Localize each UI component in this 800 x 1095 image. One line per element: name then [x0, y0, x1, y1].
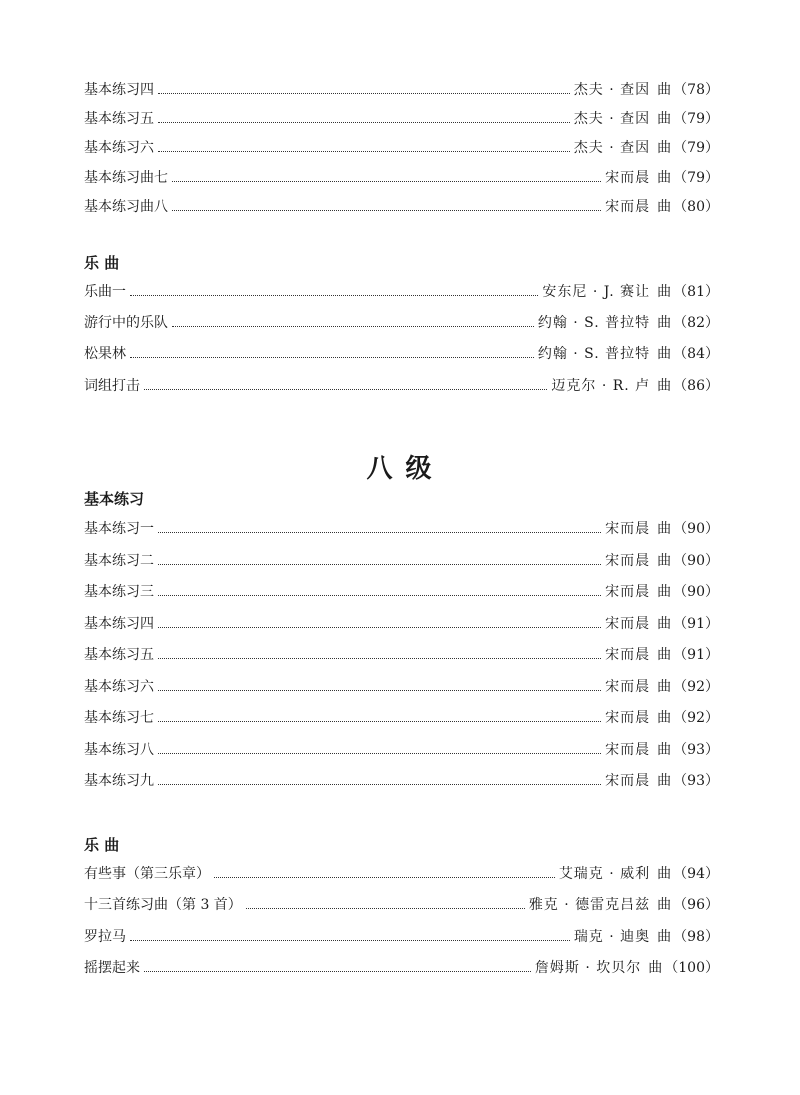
entry-qu: 曲 [657, 742, 672, 758]
toc-entry[interactable] [84, 707, 719, 729]
toc-entry[interactable] [84, 375, 719, 397]
entry-composer: 宋而晨 [605, 616, 651, 632]
entry-qu: 曲 [657, 679, 672, 695]
entry-title: 基本练习一 [84, 521, 154, 537]
entry-composer: 宋而晨 [605, 199, 651, 215]
entry-composer: 安东尼 · J. 赛让 [542, 284, 651, 300]
leader-dots [158, 689, 601, 691]
entry-page-number: （100） [664, 960, 719, 976]
entry-page-number: （80） [673, 199, 719, 215]
entry-qu: 曲 [657, 616, 672, 632]
toc-entry[interactable] [84, 550, 719, 572]
toc-entry[interactable] [84, 957, 719, 979]
leader-dots [246, 907, 525, 909]
toc-entry[interactable] [84, 676, 719, 698]
toc-entry[interactable] [84, 108, 719, 130]
entry-title: 基本练习五 [84, 111, 154, 127]
entry-qu: 曲 [657, 111, 672, 127]
entry-title: 松果林 [84, 346, 126, 362]
toc-entry[interactable] [84, 343, 719, 365]
section-heading-pieces: 乐 曲 [84, 254, 120, 272]
leader-dots [130, 356, 534, 358]
entry-page-number: （82） [673, 315, 719, 331]
entry-qu: 曲 [657, 170, 672, 186]
toc-entry[interactable] [84, 581, 719, 603]
entry-page-number: （78） [673, 82, 719, 98]
entry-title: 基本练习七 [84, 710, 154, 726]
entry-qu: 曲 [657, 647, 672, 663]
entry-composer: 约翰 · S. 普拉特 [537, 315, 651, 331]
leader-dots [130, 939, 570, 941]
entry-composer: 宋而晨 [605, 773, 651, 789]
toc-entry[interactable] [84, 644, 719, 666]
toc-entry[interactable] [84, 926, 719, 948]
entry-page-number: （91） [673, 647, 719, 663]
entry-qu: 曲 [657, 315, 672, 331]
entry-page-number: （91） [673, 616, 719, 632]
leader-dots [158, 150, 570, 152]
entry-qu: 曲 [657, 140, 672, 156]
leader-dots [158, 563, 601, 565]
entry-composer: 迈克尔 · R. 卢 [551, 378, 651, 394]
toc-entry[interactable] [84, 739, 719, 761]
entry-title: 基本练习四 [84, 616, 154, 632]
leader-dots [158, 594, 601, 596]
entry-qu: 曲 [657, 897, 672, 913]
leader-dots [144, 388, 547, 390]
entry-title: 基本练习三 [84, 584, 154, 600]
entry-composer: 宋而晨 [605, 647, 651, 663]
entry-qu: 曲 [648, 960, 663, 976]
toc-entry[interactable] [84, 312, 719, 334]
entry-title: 十三首练习曲（第 3 首） [84, 897, 242, 913]
section-heading-basic: 基本练习 [84, 490, 145, 508]
entry-page-number: （94） [673, 866, 719, 882]
entry-title: 游行中的乐队 [84, 315, 168, 331]
leader-dots [214, 876, 555, 878]
entry-qu: 曲 [657, 553, 672, 569]
toc-entry[interactable] [84, 518, 719, 540]
entry-composer: 詹姆斯 · 坎贝尔 [534, 960, 642, 976]
entry-composer: 宋而晨 [605, 679, 651, 695]
entry-qu: 曲 [657, 378, 672, 394]
toc-entry[interactable] [84, 894, 719, 916]
entry-title: 基本练习曲八 [84, 199, 168, 215]
entry-page-number: （90） [673, 553, 719, 569]
entry-title: 基本练习曲七 [84, 170, 168, 186]
entry-page-number: （90） [673, 584, 719, 600]
leader-dots [172, 209, 601, 211]
entry-composer: 宋而晨 [605, 710, 651, 726]
entry-page-number: （84） [673, 346, 719, 362]
entry-page-number: （86） [673, 378, 719, 394]
entry-composer: 杰夫 · 查因 [573, 140, 651, 156]
entry-title: 基本练习四 [84, 82, 154, 98]
entry-composer: 艾瑞克 · 威利 [558, 866, 651, 882]
entry-title: 基本练习六 [84, 140, 154, 156]
toc-entry[interactable] [84, 863, 719, 885]
entry-composer: 杰夫 · 查因 [573, 82, 651, 98]
entry-composer: 约翰 · S. 普拉特 [537, 346, 651, 362]
toc-entry[interactable] [84, 613, 719, 635]
entry-page-number: （98） [673, 929, 719, 945]
entry-qu: 曲 [657, 82, 672, 98]
section-heading-pieces: 乐 曲 [84, 836, 120, 854]
entry-qu: 曲 [657, 521, 672, 537]
entry-page-number: （92） [673, 679, 719, 695]
leader-dots [144, 970, 531, 972]
entry-page-number: （79） [673, 111, 719, 127]
entry-qu: 曲 [657, 584, 672, 600]
entry-title: 乐曲一 [84, 284, 126, 300]
level-heading: 八 级 [366, 454, 434, 484]
toc-entry[interactable] [84, 196, 719, 218]
entry-title: 基本练习六 [84, 679, 154, 695]
entry-qu: 曲 [657, 773, 672, 789]
toc-entry[interactable] [84, 79, 719, 101]
entry-title: 罗拉马 [84, 929, 126, 945]
entry-title: 有些事（第三乐章） [84, 866, 210, 882]
entry-page-number: （93） [673, 773, 719, 789]
leader-dots [158, 752, 601, 754]
entry-page-number: （93） [673, 742, 719, 758]
leader-dots [158, 121, 570, 123]
entry-page-number: （90） [673, 521, 719, 537]
entry-composer: 杰夫 · 查因 [573, 111, 651, 127]
entry-page-number: （79） [673, 140, 719, 156]
toc-entry[interactable] [84, 281, 719, 303]
leader-dots [158, 720, 601, 722]
entry-qu: 曲 [657, 284, 672, 300]
leader-dots [158, 531, 601, 533]
leader-dots [172, 325, 534, 327]
entry-composer: 雅克 · 德雷克吕兹 [528, 897, 651, 913]
toc-entry[interactable] [84, 770, 719, 792]
leader-dots [130, 294, 538, 296]
entry-composer: 宋而晨 [605, 521, 651, 537]
entry-composer: 宋而晨 [605, 584, 651, 600]
entry-qu: 曲 [657, 199, 672, 215]
entry-qu: 曲 [657, 866, 672, 882]
entry-title: 基本练习八 [84, 742, 154, 758]
toc-entry[interactable] [84, 167, 719, 189]
entry-title: 基本练习五 [84, 647, 154, 663]
entry-title: 基本练习二 [84, 553, 154, 569]
entry-qu: 曲 [657, 346, 672, 362]
leader-dots [158, 92, 570, 94]
entry-qu: 曲 [657, 929, 672, 945]
entry-composer: 宋而晨 [605, 553, 651, 569]
leader-dots [158, 657, 601, 659]
entry-title: 摇摆起来 [84, 960, 140, 976]
entry-composer: 宋而晨 [605, 170, 651, 186]
entry-composer: 宋而晨 [605, 742, 651, 758]
entry-composer: 瑞克 · 迪奥 [573, 929, 651, 945]
toc-entry[interactable] [84, 137, 719, 159]
entry-page-number: （81） [673, 284, 719, 300]
entry-page-number: （96） [673, 897, 719, 913]
entry-title: 词组打击 [84, 378, 140, 394]
entry-title: 基本练习九 [84, 773, 154, 789]
entry-qu: 曲 [657, 710, 672, 726]
leader-dots [158, 783, 601, 785]
entry-page-number: （92） [673, 710, 719, 726]
leader-dots [172, 180, 601, 182]
entry-page-number: （79） [673, 170, 719, 186]
leader-dots [158, 626, 601, 628]
